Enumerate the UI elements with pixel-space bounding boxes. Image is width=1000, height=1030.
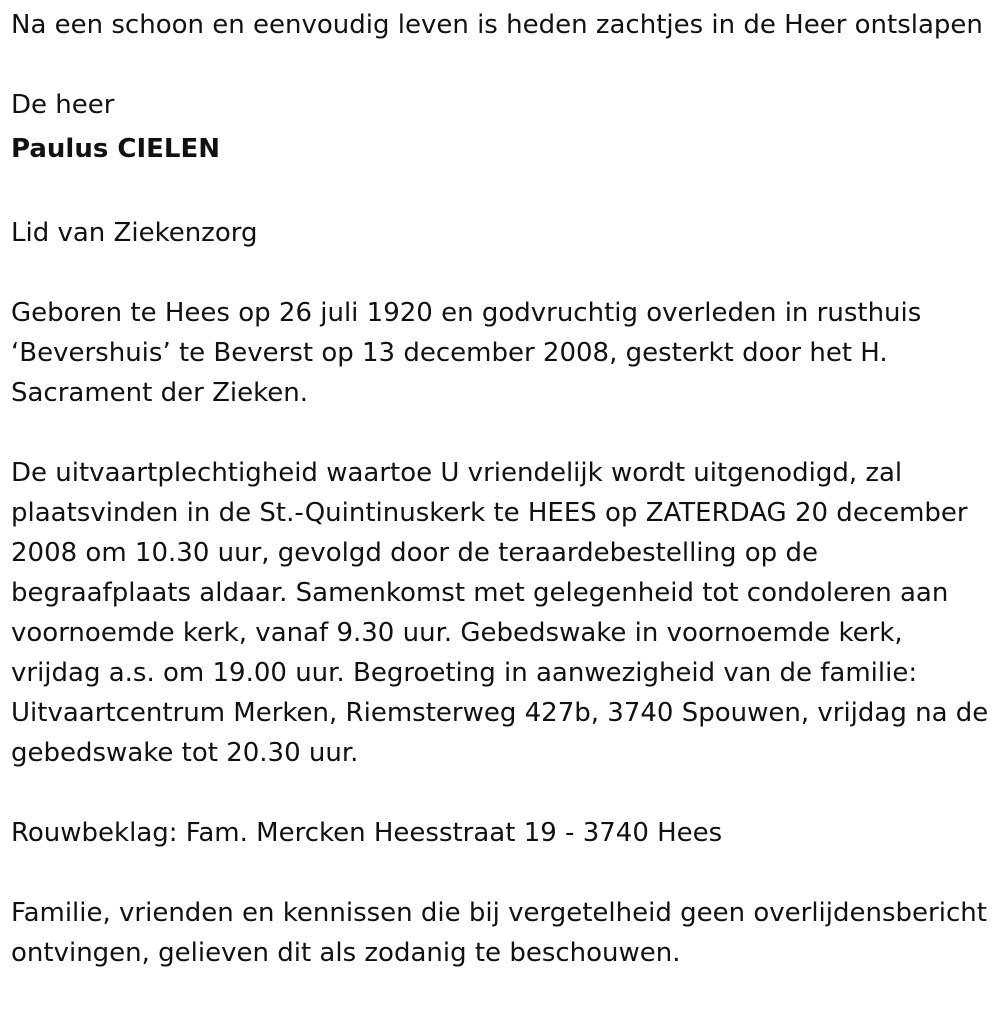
salutation: De heer <box>11 90 115 120</box>
funeral-paragraph: De uitvaartplechtigheid waartoe U vriendelijk wordt uitgenodigd, zal plaatsvinden in de St.-Quintinuskerk te HEES op ZATERDAG 20 december 2008 om 10.30 uur, gevolgd door de teraardebestelling op de begraafplaats aldaar. Samenkomst met gelegenheid tot condoleren aan voornoemde kerk, vanaf 9.30 uur. Gebedswake in voornoemde kerk, vrijdag a.s. om 19.00 uur. Begroeting in aanwezigheid van de familie: Uitvaartcentrum Merken, Riemsterweg 427b, 3740 Spouwen, vrijdag na de gebedswake tot 20.30 uur. <box>11 458 989 768</box>
spacer <box>11 173 991 213</box>
spacer <box>11 413 991 453</box>
obituary-notice <box>11 5 991 973</box>
intro-text: Na een schoon en eenvoudig leven is heden zachtjes in de Heer ontslapen <box>11 10 983 40</box>
spacer <box>11 45 991 85</box>
spacer <box>11 773 991 813</box>
membership: Lid van Ziekenzorg <box>11 218 258 248</box>
spacer <box>11 853 991 893</box>
closing-paragraph: Familie, vrienden en kennissen die bij vergetelheid geen overlijdensbericht ontvingen, gelieven dit als zodanig te beschouwen. <box>11 898 987 968</box>
birth-death-paragraph: Geboren te Hees op 26 juli 1920 en godvruchtig overleden in rusthuis ‘Bevershuis’ te Beverst op 13 december 2008, gesterkt door het H. Sacrament der Zieken. <box>11 298 922 408</box>
spacer <box>11 253 991 293</box>
condolence-address: Rouwbeklag: Fam. Mercken Heesstraat 19 - 3740 Hees <box>11 818 723 848</box>
deceased-name: Paulus CIELEN <box>11 134 220 164</box>
